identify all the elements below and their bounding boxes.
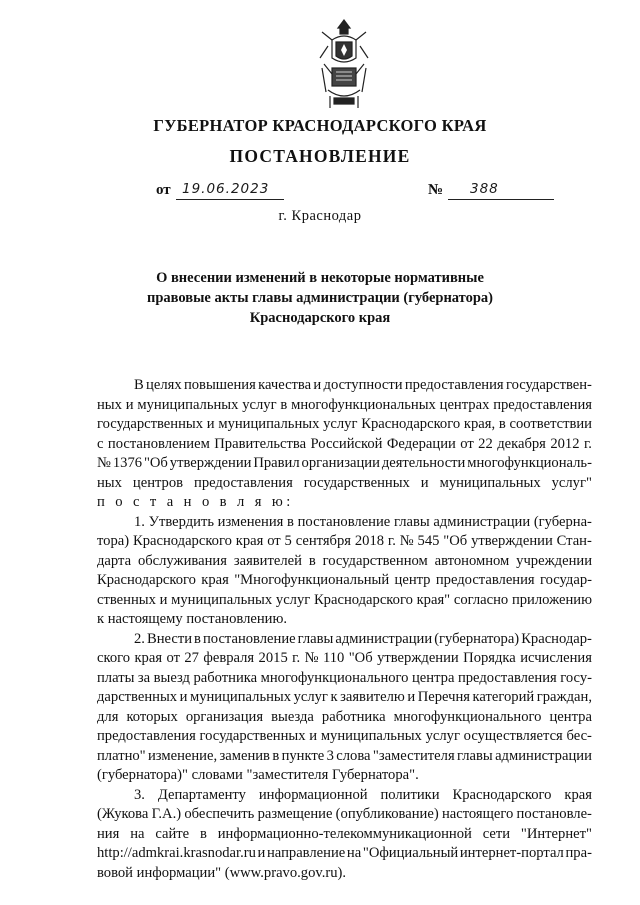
body-line: http://admkrai.krasnodar.ru и направление на "Официальный интернет-портал пра- (97, 845, 592, 861)
organization-heading: ГУБЕРНАТОР КРАСНОДАРСКОГО КРАЯ (153, 116, 487, 135)
body-line: платно" изменение, заменив в пункте 3 слова "заместителя главы администрации (97, 747, 592, 764)
title-line: Краснодарского края (249, 310, 391, 326)
body-line: государственных и муниципальных услуг Краснодарского края, в соответствии (97, 416, 592, 432)
body-line: 3. Департаменту информационной политики Краснодарского края (134, 786, 592, 803)
coat-of-arms-emblem (318, 18, 370, 110)
date-number-line (156, 180, 576, 202)
document-body (97, 376, 592, 883)
body-line: дарственных и муниципальных услуг к заявителю и Перечня категорий граждан, (97, 689, 592, 705)
body-line: ния на сайте в информационно-телекоммуникационной сети "Интернет" (97, 825, 592, 842)
number-field (448, 180, 554, 200)
body-line: (Жукова Г.А.) обеспечить размещение (опубликование) настоящего постановле- (97, 806, 592, 822)
date-field (176, 180, 284, 200)
number-value: 388 (470, 181, 499, 197)
body-line: ных центров предоставления государственных и муниципальных услуг" (97, 474, 592, 491)
body-line: для которых организация выезда работника многофункционального центра (97, 708, 592, 725)
body-line: (губернатора)" словами "заместителя Губернатора". (97, 767, 419, 783)
title-line: правовые акты главы администрации (губернатора) (146, 290, 494, 306)
body-line: № 1376 "Об утверждении Правил организации деятельности многофункциональ- (97, 455, 592, 471)
body-line: ского края от 27 февраля 2015 г. № 110 "Об утверждении Порядка исчисления (97, 650, 592, 666)
date-prefix: от (156, 182, 171, 198)
body-line: к настоящему постановлению. (97, 611, 288, 627)
body-line: ственных и муниципальных услуг Краснодарского края" согласно приложению (97, 591, 592, 608)
title-line: О внесении изменений в некоторые нормативные (156, 270, 484, 286)
number-prefix: № (428, 182, 444, 198)
body-line: ных и муниципальных услуг в многофункциональных центрах предоставления (97, 396, 592, 413)
body-line: платы за выезд работника многофункционального центра предоставления госу- (97, 669, 592, 686)
body-line: п о с т а н о в л я ю: (97, 494, 294, 510)
body-line: предоставления государственных и муниципальных услуг осуществляется бес- (97, 728, 592, 744)
body-line: Краснодарского края "Многофункциональный центр предоставления государ- (97, 572, 592, 588)
city-line: г. Краснодар (278, 208, 362, 224)
document-type-heading: ПОСТАНОВЛЕНИЕ (229, 146, 411, 166)
body-line: с постановлением Правительства Российской Федерации от 22 декабря 2012 г. (97, 435, 592, 452)
body-line: 2. Внести в постановление главы администрации (губернатора) Краснодар- (134, 630, 592, 647)
body-line: тора) Краснодарского края от 5 сентября 2018 г. № 545 "Об утверждении Стан- (97, 533, 592, 549)
body-line: 1. Утвердить изменения в постановление главы администрации (губерна- (134, 513, 592, 530)
body-line: дарта обслуживания заявителей в государственном автономном учреждении (97, 552, 592, 569)
body-line: В целях повышения качества и доступности предоставления государствен- (134, 377, 592, 393)
date-value: 19.06.2023 (182, 181, 270, 197)
document-title (120, 268, 520, 328)
body-line: вовой информации" (www.pravo.gov.ru). (97, 864, 347, 881)
